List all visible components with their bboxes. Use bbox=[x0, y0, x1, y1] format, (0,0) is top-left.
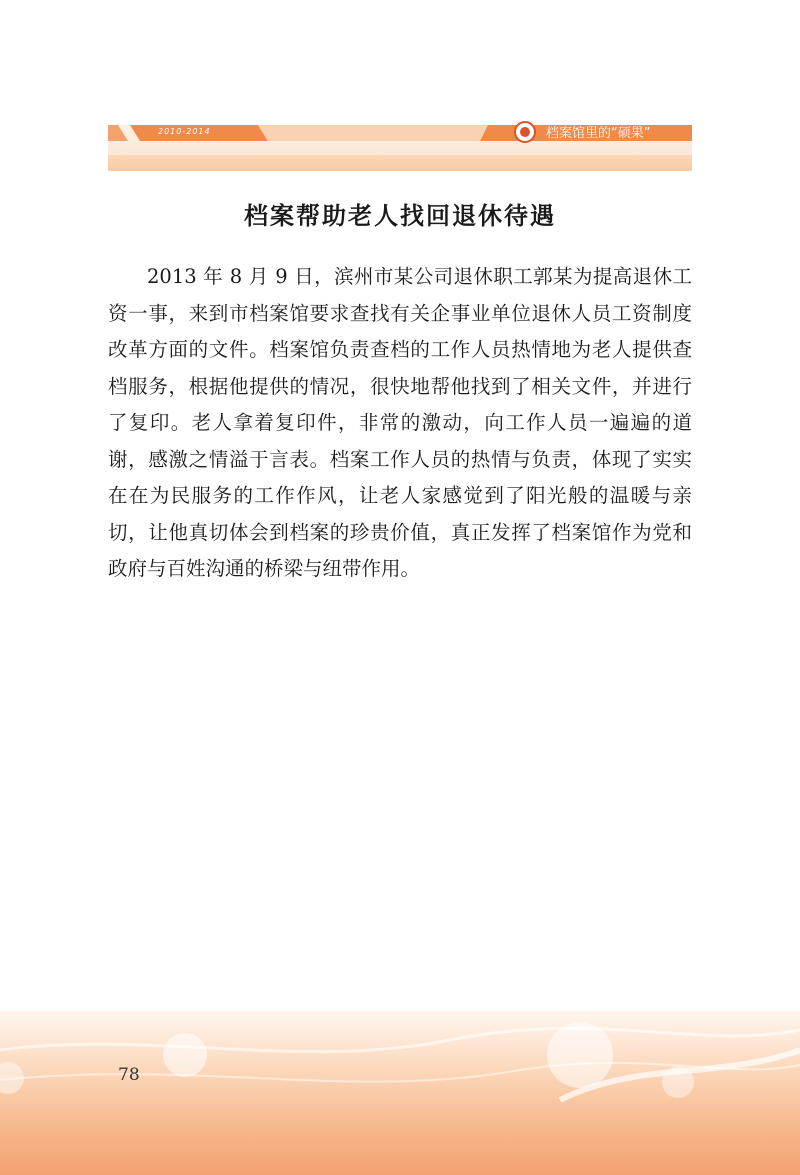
header-years: 2010-2014 bbox=[158, 127, 211, 136]
footer-decoration bbox=[0, 1010, 800, 1175]
header-section-title: 档案馆里的“硕果” bbox=[546, 126, 651, 141]
page-number: 78 bbox=[118, 1065, 140, 1085]
header-stripe bbox=[108, 155, 692, 171]
archive-emblem-icon bbox=[514, 121, 536, 143]
article-title: 档案帮助老人找回退休待遇 bbox=[244, 202, 556, 230]
article-paragraph: 2013 年 8 月 9 日，滨州市某公司退休职工郭某为提高退休工资一事，来到市档案馆要求查找有关企事业单位退休人员工资制度改革方面的文件。档案馆负责查档的工作人员热情地为老人提供查档服务，根据他提供的情况，很快地帮他找到了相关文件，并进行了复印。老人拿着复印件，非常的激动，向工作人员一遍遍的道谢，感激之情溢于言表。档案工作人员的热情与负责，体现了实实在在为民服务的工作作风，让老人家感觉到了阳光般的温暖与亲切，让他真切体会到档案的珍贵价值，真正发挥了档案馆作为党和政府与百姓沟通的桥梁与纽带作用。 bbox=[108, 265, 692, 580]
running-header bbox=[108, 125, 692, 171]
